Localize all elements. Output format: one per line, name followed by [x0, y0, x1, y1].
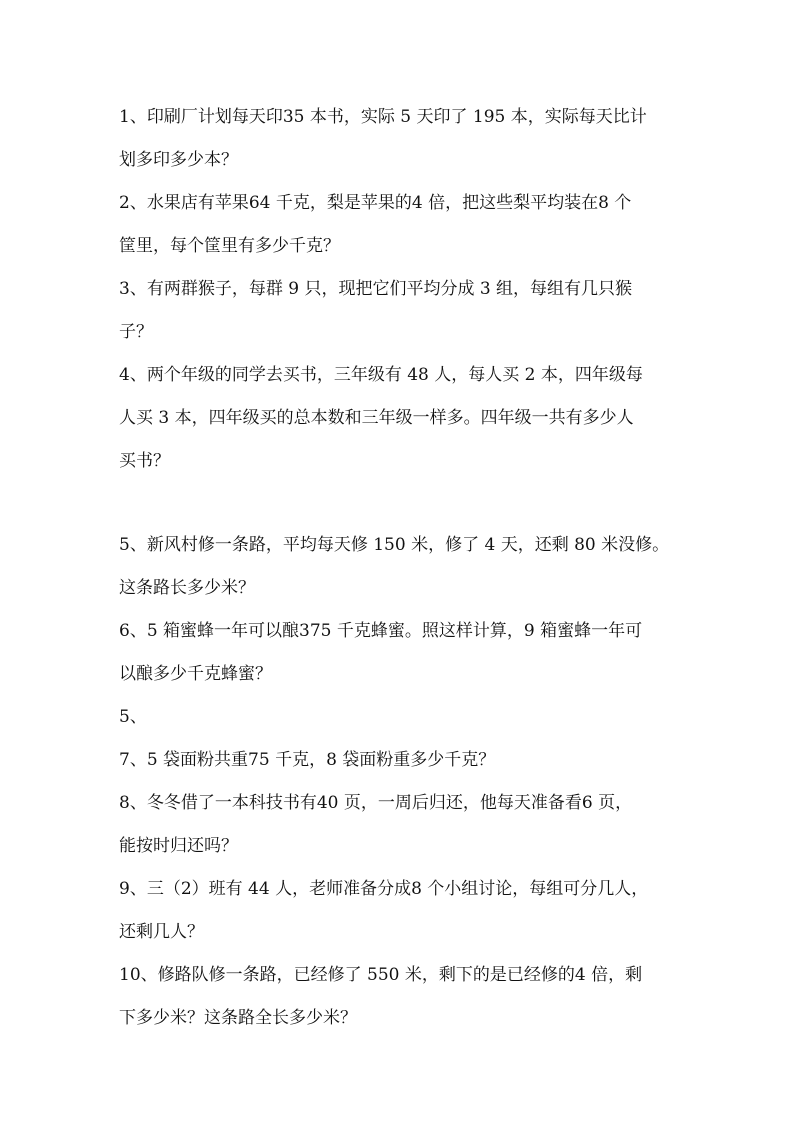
problem-9-line-2: 还剩几人？	[119, 922, 204, 942]
problem-2-line-2: 筐里，每个筐里有多少千克？	[119, 236, 340, 256]
problem-6-line-1: 6、5 箱蜜蜂一年可以酿375 千克蜂蜜。照这样计算，9 箱蜜蜂一年可	[119, 621, 643, 641]
problem-1-line-2: 划多印多少本？	[119, 150, 238, 170]
problem-9-line-1: 9、三（2）班有 44 人，老师准备分成8 个小组讨论，每组可分几人，	[119, 879, 649, 899]
problem-3-line-1: 3、有两群猴子，每群 9 只，现把它们平均分成 3 组，每组有几只猴	[119, 279, 633, 299]
stray-number-line: 5、	[119, 707, 147, 727]
problem-7-line-1: 7、5 袋面粉共重75 千克，8 袋面粉重多少千克？	[119, 750, 496, 770]
problem-1-line-1: 1、印刷厂计划每天印35 本书，实际 5 天印了 195 本，实际每天比计	[119, 107, 647, 127]
problem-6-line-2: 以酿多少千克蜂蜜？	[119, 664, 272, 684]
problem-5-line-1: 5、新风村修一条路，平均每天修 150 米，修了 4 天，还剩 80 米没修。	[119, 535, 670, 555]
problem-10-line-1: 10、修路队修一条路，已经修了 550 米，剩下的是已经修的4 倍，剩	[119, 965, 643, 985]
problem-2-line-1: 2、水果店有苹果64 千克，梨是苹果的4 倍，把这些梨平均装在8 个	[119, 193, 632, 213]
problem-8-line-2: 能按时归还吗？	[119, 836, 238, 856]
problem-4-line-3: 买书？	[119, 451, 170, 471]
problem-4-line-1: 4、两个年级的同学去买书，三年级有 48 人，每人买 2 本，四年级每	[119, 365, 643, 385]
problem-3-line-2: 子？	[119, 322, 153, 342]
problem-4-line-2: 人买 3 本，四年级买的总本数和三年级一样多。四年级一共有多少人	[119, 408, 634, 428]
problem-8-line-1: 8、冬冬借了一本科技书有40 页，一周后归还，他每天准备看6 页，	[119, 793, 633, 813]
problem-5-line-2: 这条路长多少米？	[119, 578, 255, 598]
problem-10-line-2: 下多少米？这条路全长多少米？	[119, 1008, 357, 1028]
